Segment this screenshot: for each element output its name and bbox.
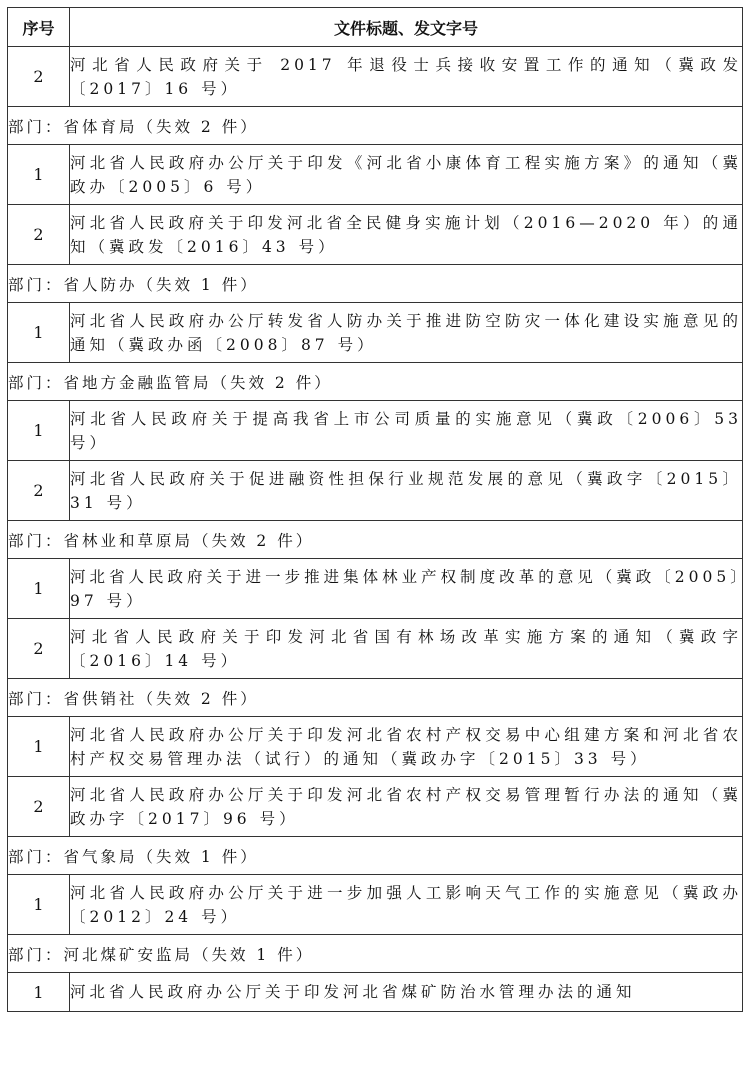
department-row (8, 679, 743, 717)
serial-number: 2 (8, 47, 70, 107)
serial-number: 2 (8, 619, 70, 679)
department-label: 部门：省地方金融监管局（失效 2 件） (8, 363, 743, 401)
serial-number: 1 (8, 559, 70, 619)
serial-number: 2 (8, 461, 70, 521)
document-title: 河北省人民政府关于印发河北省全民健身实施计划（2016—2020 年）的通知（冀政发〔2016〕43 号） (70, 205, 743, 265)
department-label: 部门：省供销社（失效 2 件） (8, 679, 743, 717)
document-row (8, 875, 743, 935)
header-document-title: 文件标题、发文字号 (70, 8, 743, 47)
serial-number: 1 (8, 303, 70, 363)
serial-number: 2 (8, 777, 70, 837)
table-body (8, 47, 743, 1012)
document-row (8, 461, 743, 521)
department-label: 部门：省体育局（失效 2 件） (8, 107, 743, 145)
serial-number: 1 (8, 145, 70, 205)
serial-number: 1 (8, 717, 70, 777)
department-row (8, 265, 743, 303)
department-row (8, 837, 743, 875)
document-title: 河北省人民政府关于促进融资性担保行业规范发展的意见（冀政字〔2015〕31 号） (70, 461, 743, 521)
document-title: 河北省人民政府办公厅转发省人防办关于推进防空防灾一体化建设实施意见的通知（冀政办函〔2008〕87 号） (70, 303, 743, 363)
document-row (8, 47, 743, 107)
document-row (8, 559, 743, 619)
document-title: 河北省人民政府办公厅关于印发河北省煤矿防治水管理办法的通知 (70, 973, 743, 1012)
department-label: 部门：省气象局（失效 1 件） (8, 837, 743, 875)
document-row (8, 973, 743, 1012)
document-row (8, 777, 743, 837)
document-row (8, 401, 743, 461)
document-row (8, 303, 743, 363)
document-title: 河北省人民政府关于提高我省上市公司质量的实施意见（冀政〔2006〕53 号） (70, 401, 743, 461)
document-row (8, 717, 743, 777)
department-row (8, 521, 743, 559)
document-title: 河北省人民政府关于进一步推进集体林业产权制度改革的意见（冀政〔2005〕97 号） (70, 559, 743, 619)
document-row (8, 619, 743, 679)
document-table (7, 7, 743, 1012)
document-row (8, 145, 743, 205)
department-label: 部门：河北煤矿安监局（失效 1 件） (8, 935, 743, 973)
serial-number: 2 (8, 205, 70, 265)
document-title: 河北省人民政府关于 2017 年退役士兵接收安置工作的通知（冀政发〔2017〕16 号） (70, 47, 743, 107)
department-row (8, 935, 743, 973)
table-header-row (8, 8, 743, 47)
department-row (8, 107, 743, 145)
document-title: 河北省人民政府办公厅关于印发《河北省小康体育工程实施方案》的通知（冀政办〔2005〕6 号） (70, 145, 743, 205)
department-label: 部门：省林业和草原局（失效 2 件） (8, 521, 743, 559)
serial-number: 1 (8, 973, 70, 1012)
document-title: 河北省人民政府办公厅关于印发河北省农村产权交易管理暂行办法的通知（冀政办字〔2017〕96 号） (70, 777, 743, 837)
department-label: 部门：省人防办（失效 1 件） (8, 265, 743, 303)
header-serial-number: 序号 (8, 8, 70, 47)
document-title: 河北省人民政府关于印发河北省国有林场改革实施方案的通知（冀政字〔2016〕14 号） (70, 619, 743, 679)
document-row (8, 205, 743, 265)
serial-number: 1 (8, 401, 70, 461)
document-title: 河北省人民政府办公厅关于印发河北省农村产权交易中心组建方案和河北省农村产权交易管理办法（试行）的通知（冀政办字〔2015〕33 号） (70, 717, 743, 777)
department-row (8, 363, 743, 401)
serial-number: 1 (8, 875, 70, 935)
document-title: 河北省人民政府办公厅关于进一步加强人工影响天气工作的实施意见（冀政办〔2012〕24 号） (70, 875, 743, 935)
